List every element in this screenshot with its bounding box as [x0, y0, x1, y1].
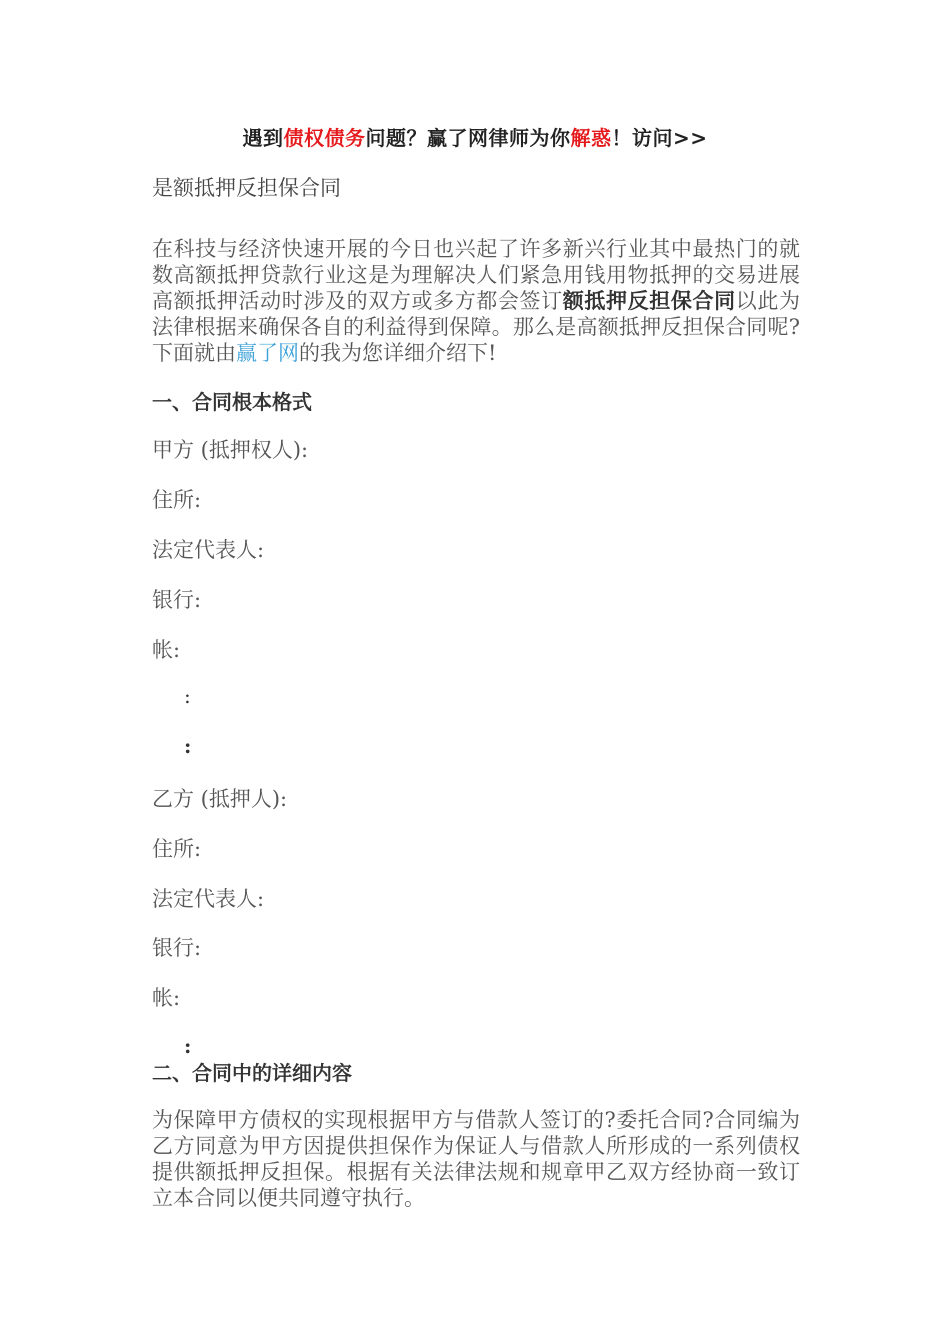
intro-paragraph [152, 236, 800, 366]
blank-field-colon: : [184, 1034, 192, 1058]
promo-banner[interactable] [0, 122, 950, 151]
banner-visit-link[interactable]: ！访问>> [611, 126, 708, 150]
blank-field-colon: : [184, 684, 191, 708]
blank-field-colon: : [184, 734, 192, 758]
banner-text-1: 遇到 [242, 126, 284, 150]
party-a-representative-label: 法定代表人: [152, 538, 265, 562]
intro-text-1: 在科技与经济快速开展的今日也兴起了许多新兴行业其中最热门的就数高额抵押贷款行业这是为理解决人们紧急用钱用物抵押的交易进展高额抵押活动时涉及的双方或多方都会签订 [152, 237, 800, 313]
section-2-heading: 二、合同中的详细内容 [152, 1061, 352, 1085]
yingle-link[interactable]: 赢了网 [236, 341, 299, 365]
party-a-label: 甲方 (抵押权人): [152, 438, 309, 462]
party-a-account-label: 帐: [152, 638, 181, 662]
banner-highlight-answer: 解惑 [570, 126, 612, 150]
party-b-account-label: 帐: [152, 986, 181, 1010]
party-b-address-label: 住所: [152, 837, 202, 861]
party-b-bank-label: 银行: [152, 936, 202, 960]
party-b-representative-label: 法定代表人: [152, 887, 265, 911]
document-title: 是额抵押反担保合同 [152, 176, 341, 200]
banner-highlight-debt: 债权债务 [283, 126, 366, 150]
section-1-heading: 一、合同根本格式 [152, 390, 312, 414]
party-a-address-label: 住所: [152, 488, 202, 512]
intro-text-3: 的我为您详细介绍下! [299, 341, 497, 365]
section-2-body: 为保障甲方债权的实现根据甲方与借款人签订的?委托合同?合同编为 乙方同意为甲方因提供担保作为保证人与借款人所形成的一系列债权提供额抵押反担保。根据有关法律法规和规章甲乙双方经协商一致订立本合同以便共同遵守执行。 [152, 1108, 800, 1210]
intro-text-2: 以此为法律根据来确保各自的利益得到保障。那么是高额抵押反担保合同呢?下面就由 [152, 289, 801, 365]
banner-text-2: 问题？赢了网律师为你 [365, 126, 571, 150]
party-b-label: 乙方 (抵押人): [152, 787, 288, 811]
party-a-bank-label: 银行: [152, 588, 202, 612]
intro-bold-term: 额抵押反担保合同 [562, 289, 736, 313]
